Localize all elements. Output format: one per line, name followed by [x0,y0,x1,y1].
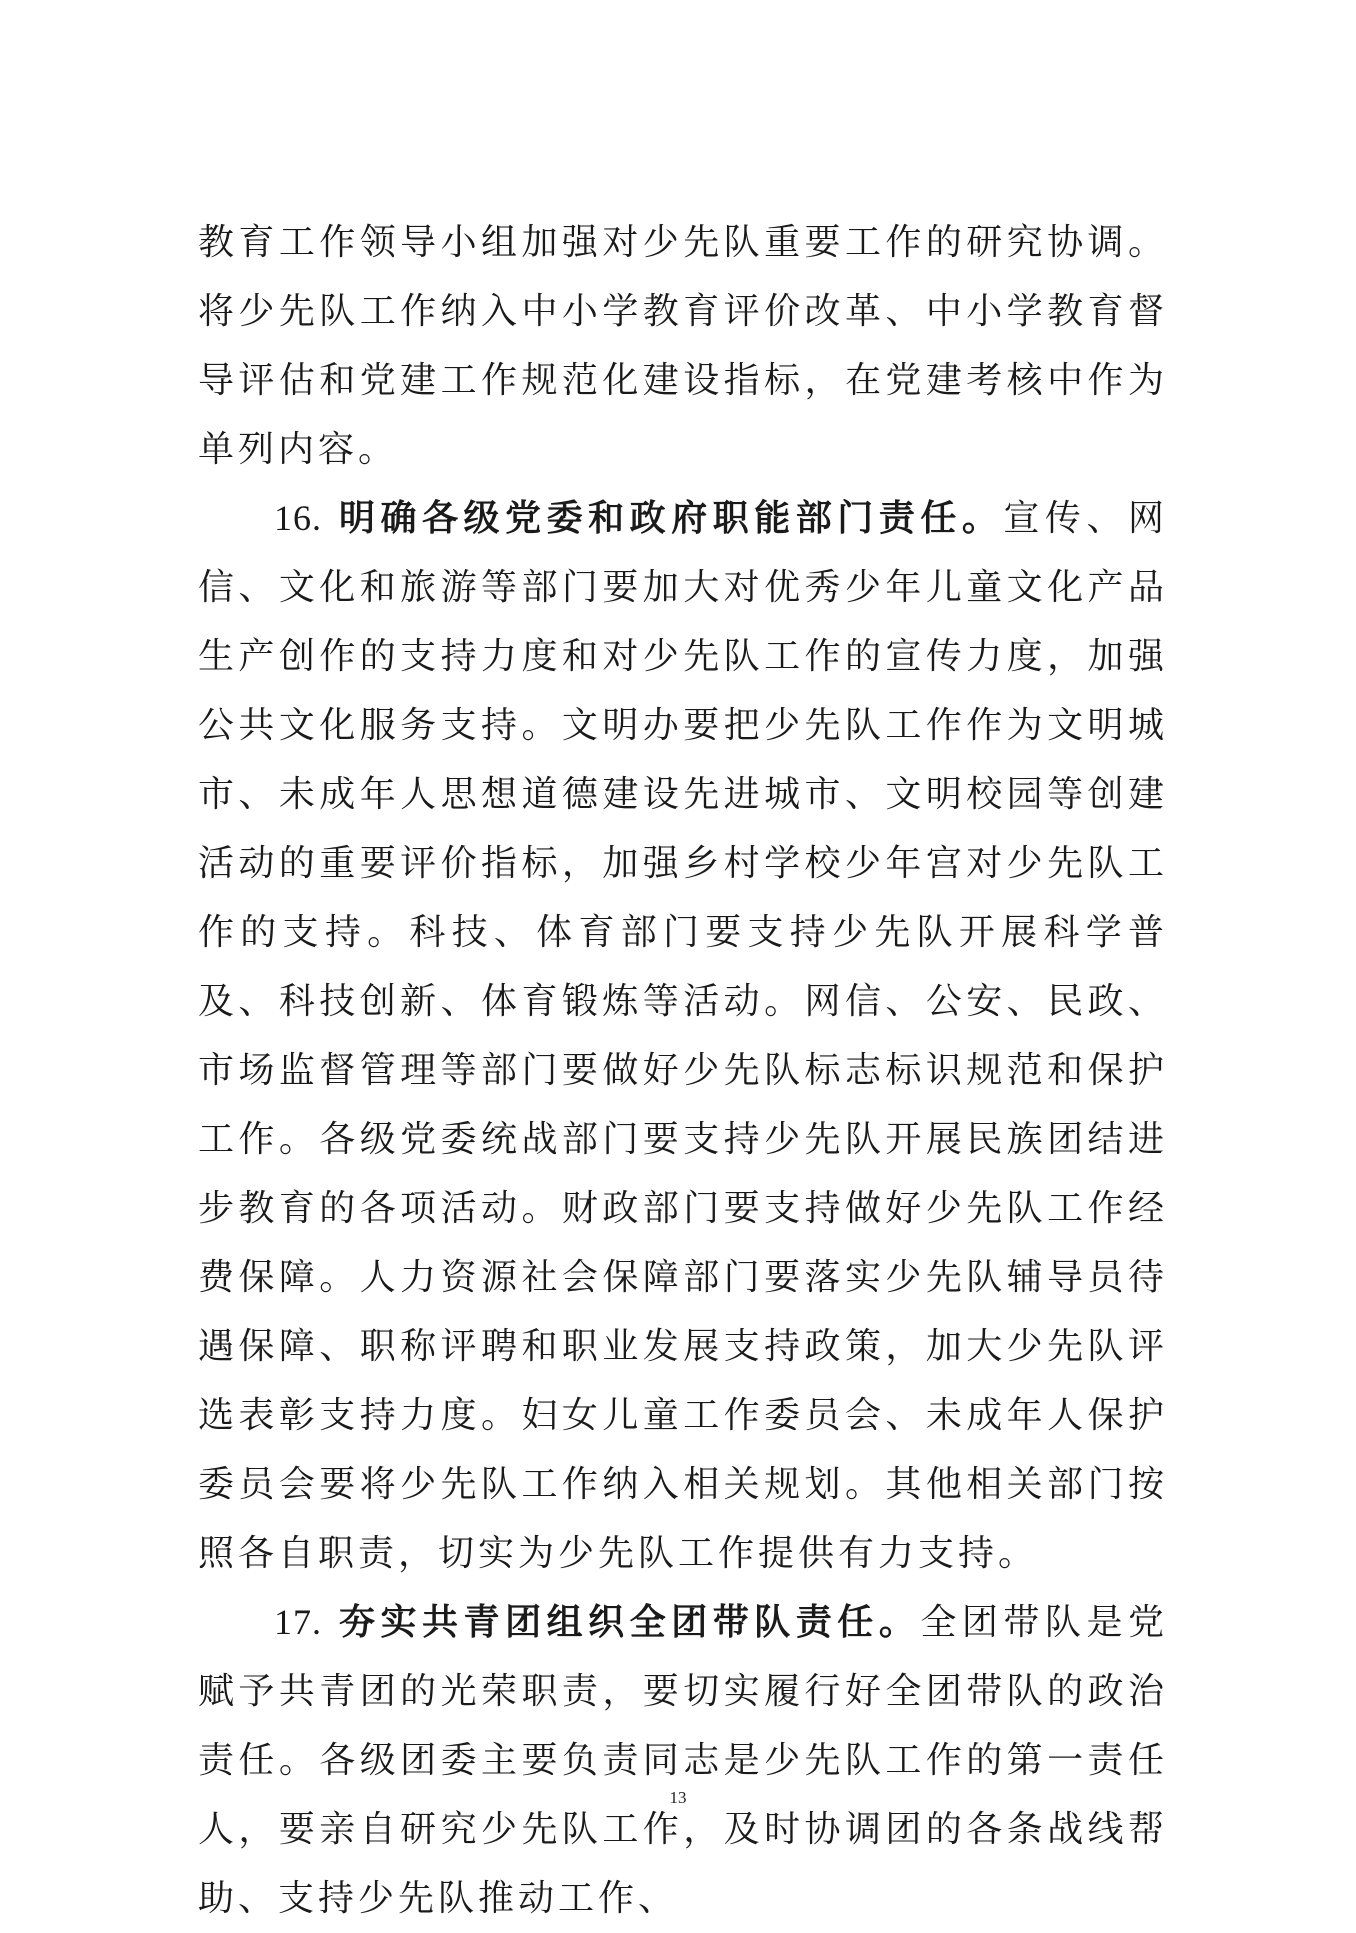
paragraph-text: 全团带队是党赋予共青团的光荣职责，要切实履行好全团带队的政治责任。各级团委主要负责同志是少先队工作的第一责任人，要亲自研究少先队工作，及时协调团的各条战线帮助、支持少先队推动工作、 [198,1602,1168,1919]
item-heading: 夯实共青团组织全团带队责任。 [338,1601,921,1643]
paragraph-text: 宣传、网信、文化和旅游等部门要加大对优秀少年儿童文化产品生产创作的支持力度和对少先队工作的宣传力度，加强公共文化服务支持。文明办要把少先队工作作为文明城市、未成年人思想道德建设先进城市、文明校园等创建活动的重要评价指标，加强乡村学校少年宫对少先队工作的支持。科技、体育部门要支持少先队开展科学普及、科技创新、体育锻炼等活动。网信、公安、民政、市场监督管理等部门要做好少先队标志标识规范和保护工作。各级党委统战部门要支持少先队开展民族团结进步教育的各项活动。财政部门要支持做好少先队工作经费保障。人力资源社会保障部门要落实少先队辅导员待遇保障、职称评聘和职业发展支持政策，加大少先队评选表彰支持力度。妇女儿童工作委员会、未成年人保护委员会要将少先队工作纳入相关规划。其他相关部门按照各自职责，切实为少先队工作提供有力支持。 [198,498,1168,1574]
paragraph-continuation [198,208,1168,484]
item-number: 17. [274,1602,322,1642]
paragraph-16 [198,484,1168,1588]
paragraph-17 [198,1588,1168,1933]
page-number: 13 [669,1788,687,1807]
paragraph-text: 教育工作领导小组加强对少先队重要工作的研究协调。将少先队工作纳入中小学教育评价改革、中小学教育督导评估和党建工作规范化建设指标，在党建考核中作为单列内容。 [198,222,1168,470]
item-number: 16. [274,498,322,538]
body-text [198,208,1168,1933]
item-heading: 明确各级党委和政府职能部门责任。 [338,497,1004,539]
